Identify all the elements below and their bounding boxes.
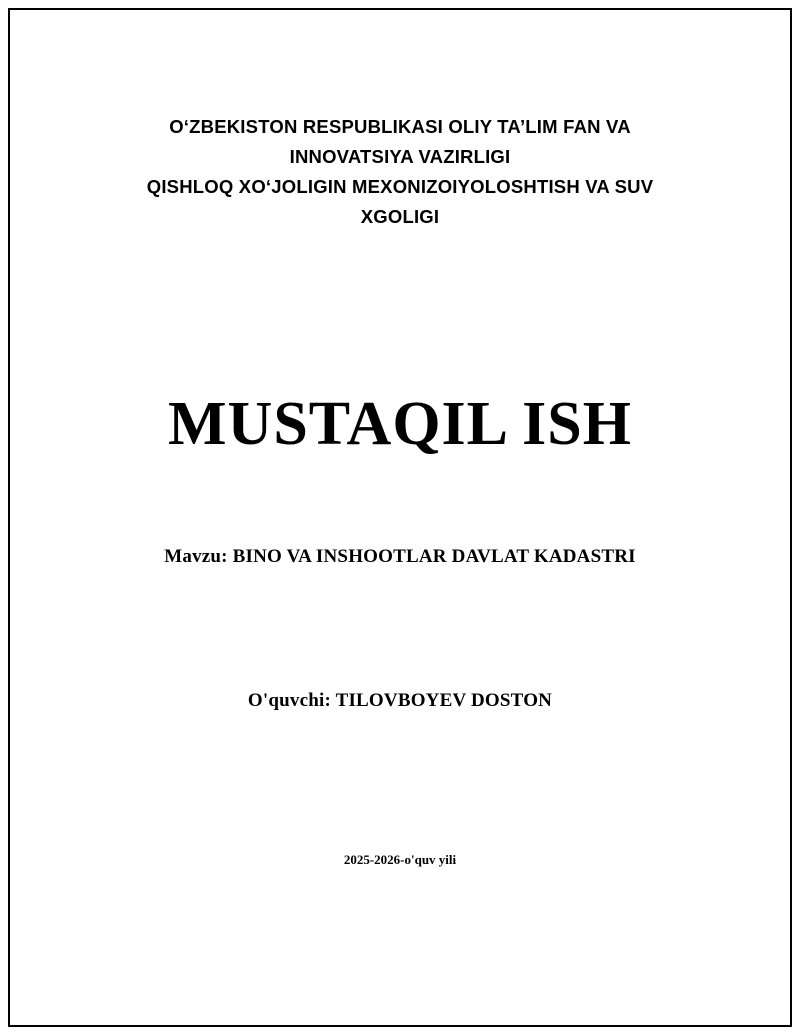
institution-line-3: QISHLOQ XO‘JOLIGIN MEXONIZOIYOLOSHTISH VA SUV	[146, 176, 654, 197]
institution-line-4: XGOLIGI	[360, 206, 440, 227]
title-block	[70, 390, 730, 458]
subject-block	[70, 546, 730, 568]
subject-text: Mavzu: BINO VA INSHOOTLAR DAVLAT KADASTRI	[164, 546, 636, 568]
institution-header	[70, 112, 730, 232]
student-name: O'quvchi: TILOVBOYEV DOSTON	[247, 690, 553, 712]
page-content	[70, 0, 730, 1035]
document-title: MUSTAQIL ISH	[168, 390, 632, 458]
institution-line-2: INNOVATSIYA VAZIRLIGI	[289, 146, 511, 167]
institution-line-1: O‘ZBEKISTON RESPUBLIKASI OLIY TA’LIM FAN VA	[169, 116, 631, 137]
academic-year: 2025-2026-o'quv yili	[343, 852, 457, 868]
student-block	[70, 690, 730, 712]
academic-year-block	[70, 852, 730, 868]
